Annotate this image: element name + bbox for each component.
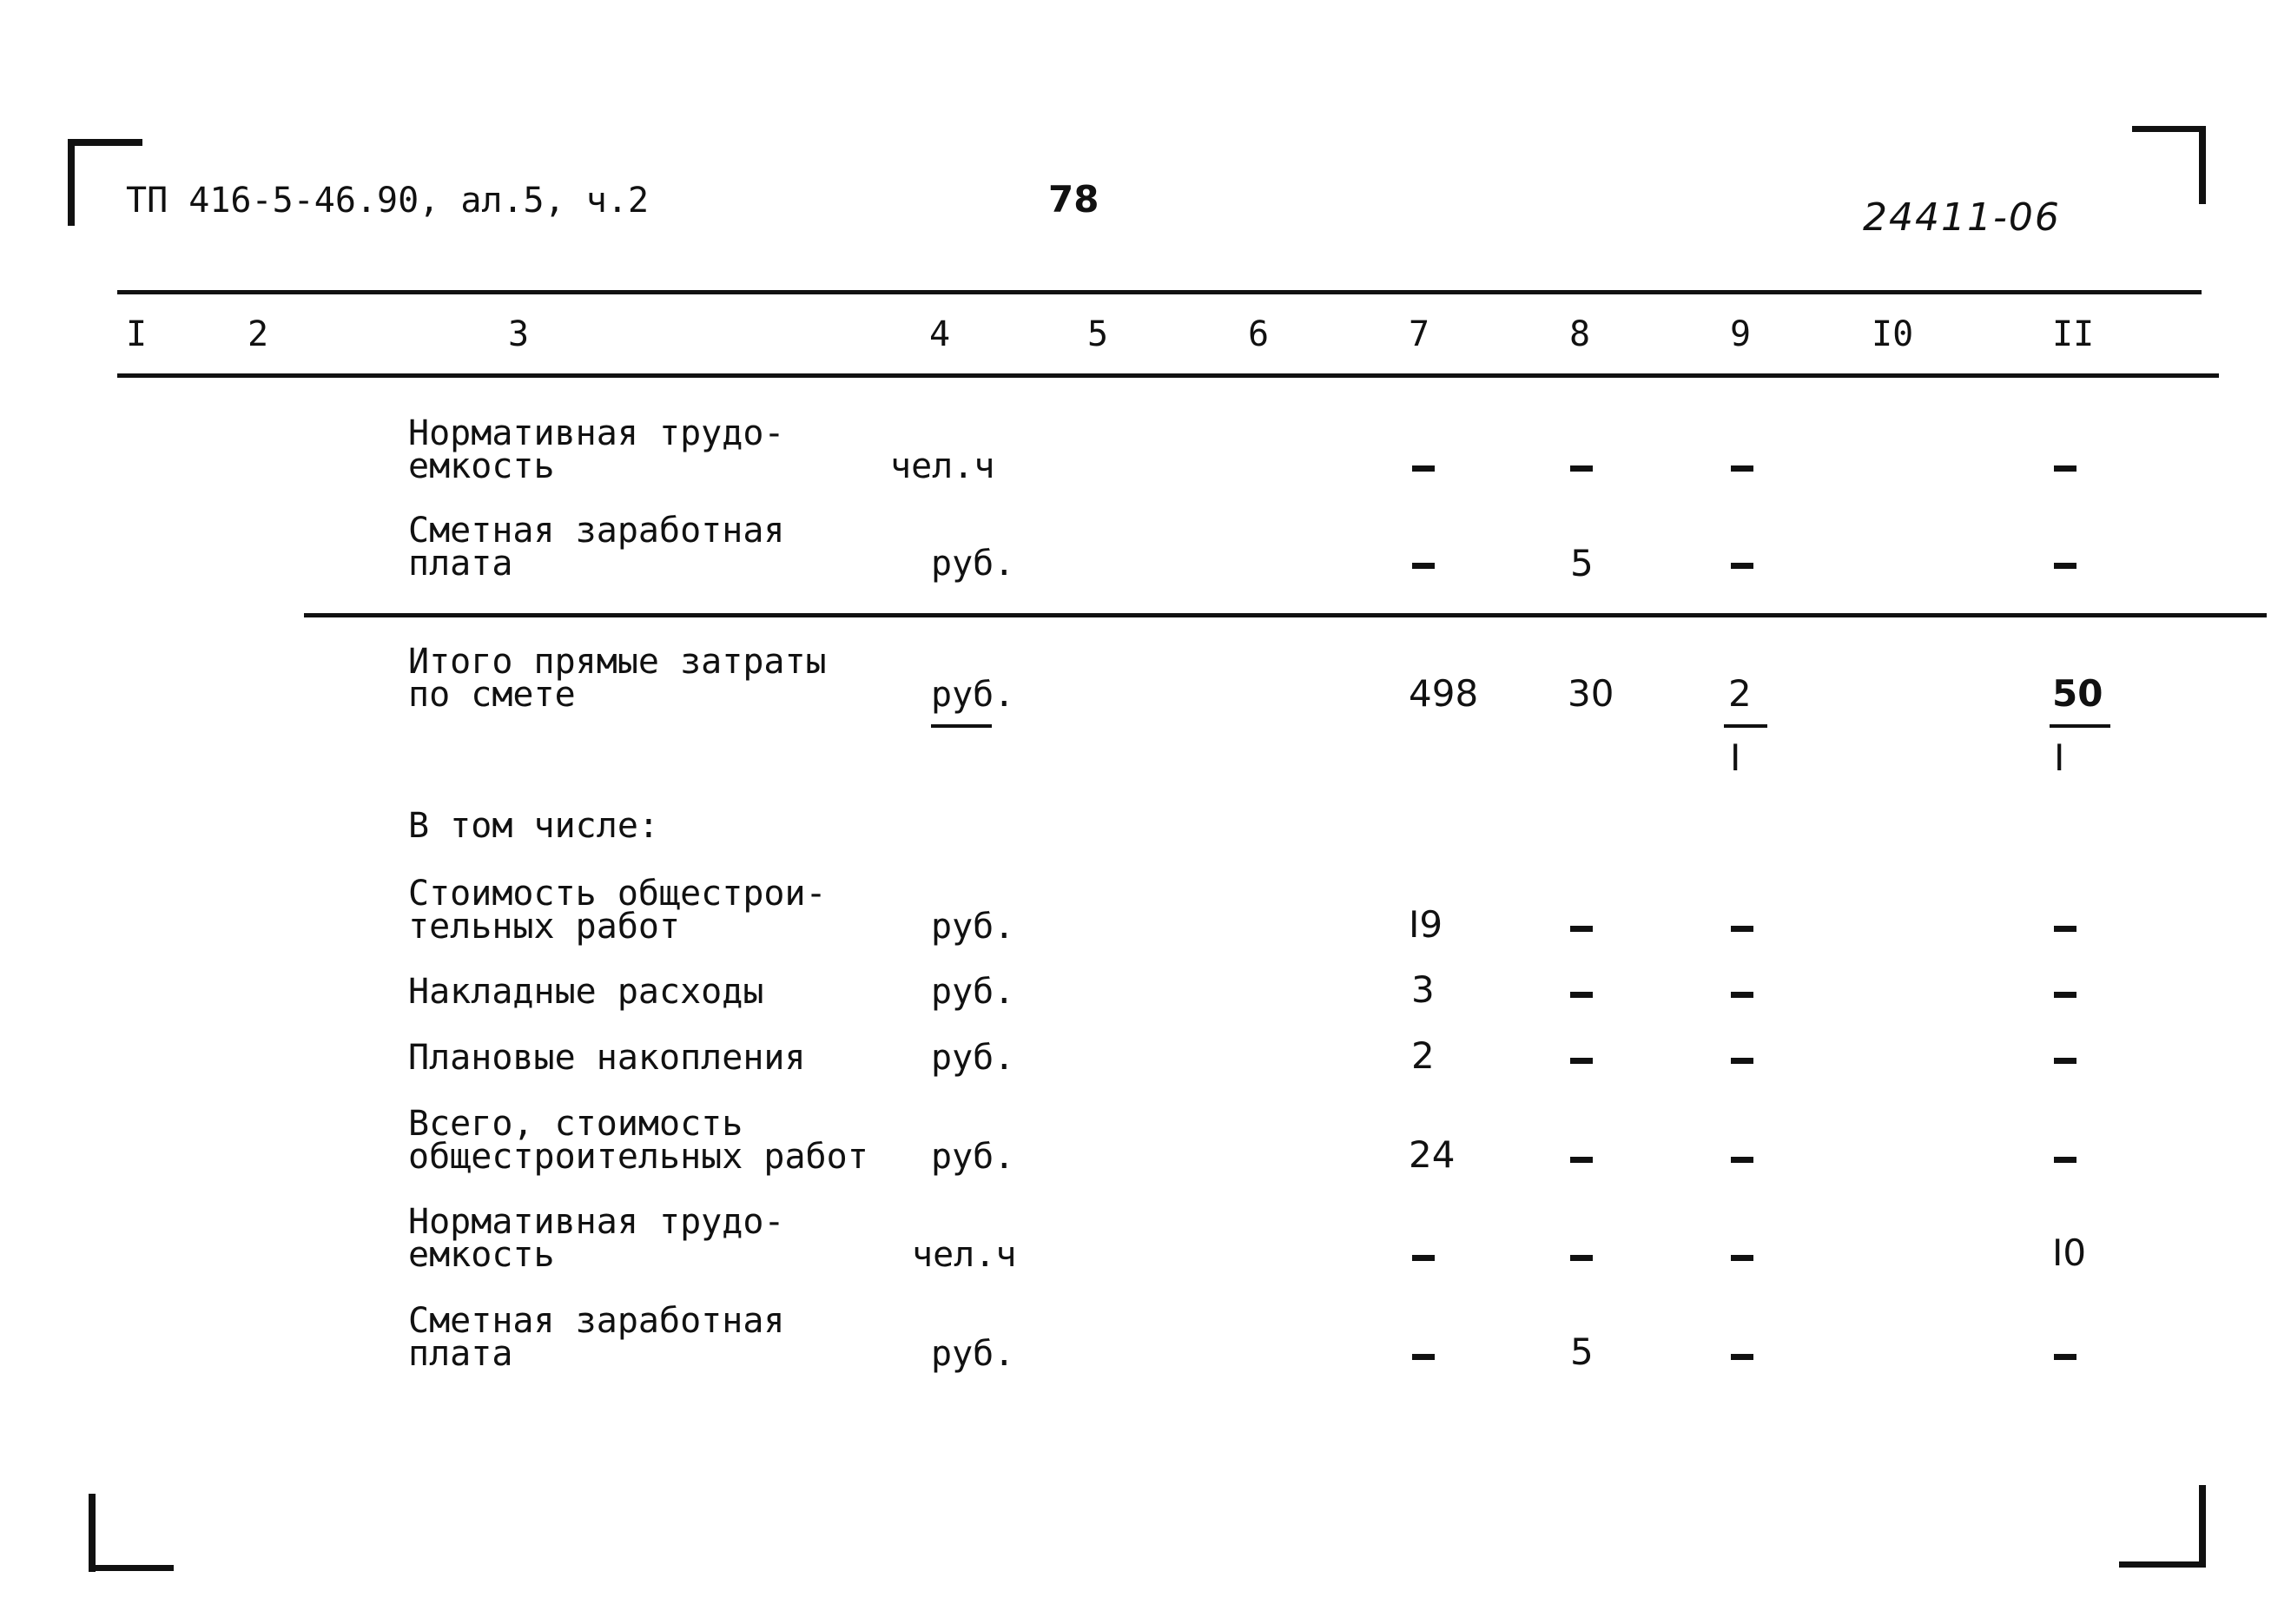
dash-mark (1731, 1255, 1753, 1261)
dash-mark (1570, 1157, 1593, 1163)
dash-mark (2054, 926, 2076, 932)
corner-mark-top-left-horizontal (68, 139, 142, 146)
dash-mark (1412, 465, 1435, 472)
corner-mark-top-right-vertical (2199, 126, 2206, 204)
row-label: Сметная заработная (408, 511, 785, 551)
row-label: плата (408, 544, 513, 584)
row-label: Сметная заработная (408, 1301, 785, 1341)
dash-mark (1731, 926, 1753, 932)
unit-underline (931, 724, 992, 728)
dash-mark (2054, 1058, 2076, 1064)
dash-mark (1412, 1255, 1435, 1261)
dash-mark (1731, 992, 1753, 998)
row-label: Накладные расходы (408, 972, 764, 1012)
dash-mark (2054, 1157, 2076, 1163)
row-label: Плановые накопления (408, 1038, 806, 1078)
row-label: Стоимость общестрои- (408, 874, 827, 914)
row-label: общестроительных работ (408, 1137, 868, 1177)
value-col-8: 30 (1568, 672, 1614, 715)
dash-mark (1570, 926, 1593, 932)
value-col-7: I9 (1409, 903, 1443, 946)
value-col-11-bottom: I (2054, 736, 2065, 779)
corner-mark-top-right-horizontal (2132, 126, 2206, 132)
value-col-9-top: 2 (1728, 672, 1752, 715)
row-unit: руб. (931, 907, 1015, 947)
dash-mark (1731, 1058, 1753, 1064)
value-col-11-top: 50 (2052, 672, 2103, 715)
section-separator-rule (304, 613, 2267, 617)
fraction-bar (2050, 724, 2110, 728)
row-label: емкость (408, 446, 555, 486)
value-col-7: 24 (1409, 1133, 1456, 1176)
fraction-bar (1724, 724, 1767, 728)
value-col-8: 5 (1570, 542, 1594, 584)
dash-mark (1731, 563, 1753, 569)
page-number: 78 (1048, 178, 1099, 221)
value-col-9-bottom: I (1730, 736, 1741, 779)
value-col-7: 3 (1411, 968, 1435, 1011)
column-header: 4 (929, 314, 951, 354)
row-label: Итого прямые затраты (408, 642, 827, 682)
value-col-11: I0 (2052, 1231, 2087, 1274)
dash-mark (1731, 465, 1753, 472)
row-label: емкость (408, 1235, 555, 1275)
column-header: 7 (1409, 314, 1430, 354)
row-unit: руб. (931, 1334, 1015, 1374)
dash-mark (2054, 1354, 2076, 1360)
dash-mark (1570, 992, 1593, 998)
row-label: Всего, стоимость (408, 1104, 743, 1144)
row-label: тельных работ (408, 907, 681, 947)
row-unit: руб. (931, 972, 1015, 1012)
corner-mark-bottom-left-horizontal (89, 1565, 174, 1571)
dash-mark (1731, 1157, 1753, 1163)
dash-mark (1412, 1354, 1435, 1360)
document-code: ТП 416-5-46.90, ал.5, ч.2 (126, 181, 650, 221)
row-label: Нормативная трудо- (408, 413, 785, 453)
column-header: 8 (1569, 314, 1591, 354)
row-unit: руб. (931, 1038, 1015, 1078)
column-header: I0 (1872, 314, 1914, 354)
column-header: 3 (508, 314, 530, 354)
value-col-7: 498 (1409, 672, 1479, 715)
dash-mark (1570, 1058, 1593, 1064)
row-unit: руб. (931, 544, 1015, 584)
dash-mark (1570, 1255, 1593, 1261)
column-header: 2 (248, 314, 269, 354)
dash-mark (1412, 563, 1435, 569)
column-header: I (126, 314, 148, 354)
row-unit: руб. (931, 675, 1015, 715)
row-label: Нормативная трудо- (408, 1202, 785, 1242)
table-header-bottom-rule (117, 373, 2219, 378)
table-top-rule (117, 290, 2202, 294)
subheading: В том числе: (408, 806, 659, 846)
corner-mark-top-left-vertical (68, 139, 75, 226)
column-header: II (2052, 314, 2095, 354)
column-header: 5 (1087, 314, 1109, 354)
row-unit: чел.ч (890, 446, 995, 486)
dash-mark (1570, 465, 1593, 472)
value-col-7: 2 (1411, 1034, 1435, 1077)
dash-mark (2054, 563, 2076, 569)
row-label: по смете (408, 675, 576, 715)
row-unit: чел.ч (912, 1235, 1017, 1275)
dash-mark (2054, 992, 2076, 998)
column-header: 6 (1248, 314, 1270, 354)
value-col-8: 5 (1570, 1330, 1594, 1373)
corner-mark-bottom-left-vertical (89, 1494, 96, 1572)
row-unit: руб. (931, 1137, 1015, 1177)
column-header: 9 (1730, 314, 1752, 354)
corner-mark-bottom-right-vertical (2199, 1485, 2206, 1568)
corner-mark-bottom-right-horizontal (2119, 1561, 2206, 1568)
row-label: плата (408, 1334, 513, 1374)
stamp-number: 24411-06 (1863, 195, 2061, 240)
dash-mark (2054, 465, 2076, 472)
dash-mark (1731, 1354, 1753, 1360)
